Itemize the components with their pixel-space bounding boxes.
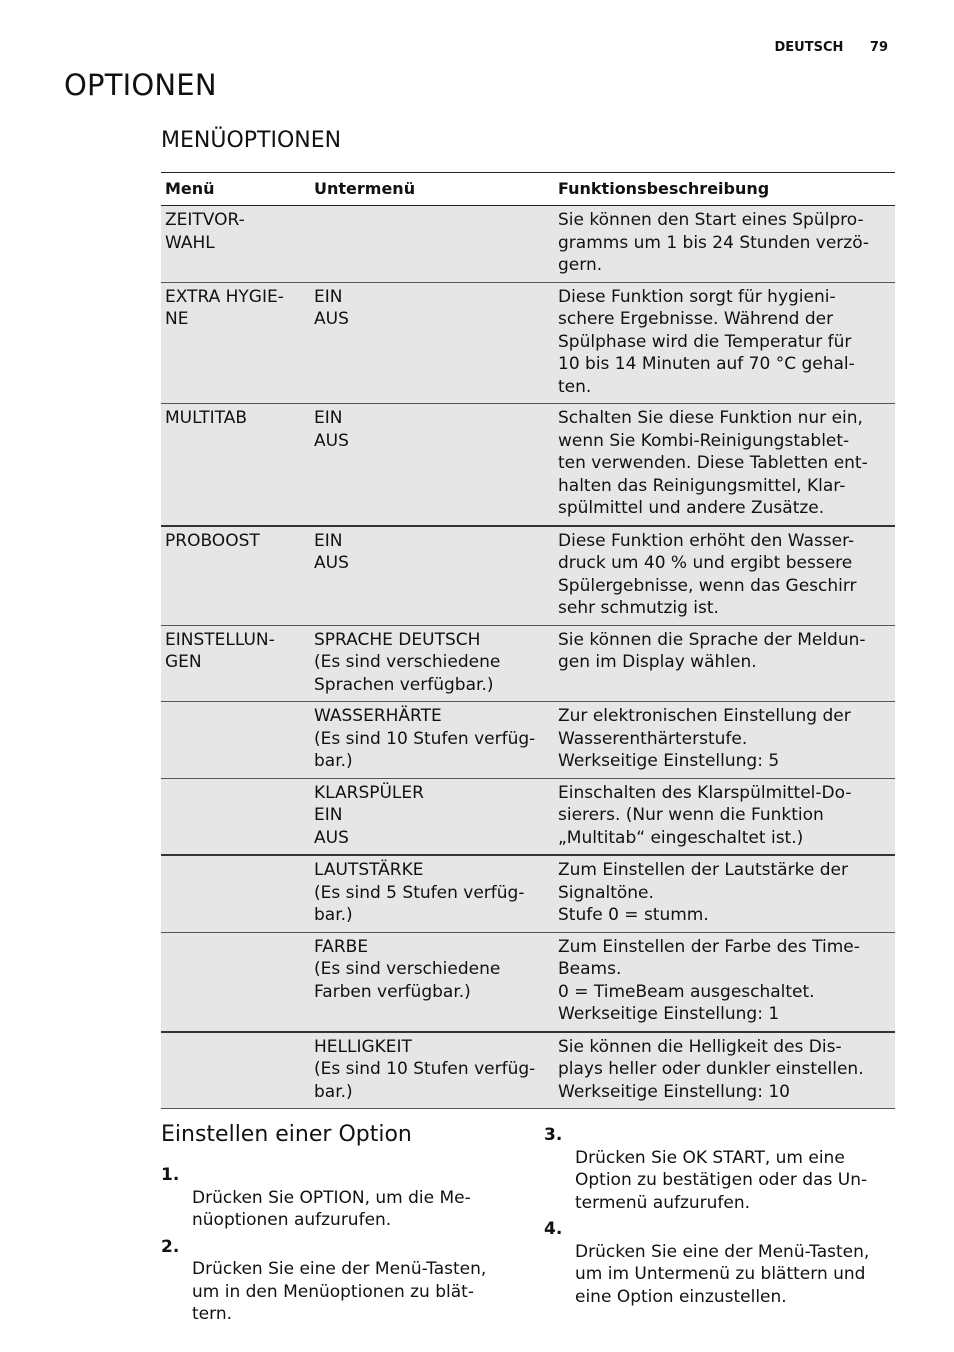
step-number: 4. [544, 1219, 563, 1239]
table-row [161, 625, 895, 702]
steps-list-right [544, 1124, 894, 1312]
steps-list-left [161, 1164, 521, 1330]
cell-description: Zum Einstellen der Lautstärke der Signaltöne. Stufe 0 = stumm. [554, 855, 895, 932]
list-item [544, 1124, 894, 1214]
subsection-title: Einstellen einer Option [161, 1122, 412, 1147]
cell-submenu: FARBE (Es sind verschiedene Farben verfügbar.) [310, 932, 554, 1032]
cell-submenu: LAUTSTÄRKE (Es sind 5 Stufen verfüg- bar.) [310, 855, 554, 932]
cell-description: Einschalten des Klarspülmittel-Do- sierers. (Nur wenn die Funktion „Multitab“ eingeschaltet ist.) [554, 778, 895, 855]
table-row [161, 932, 895, 1032]
column-header-submenu: Untermenü [310, 173, 554, 206]
page-number: 79 [869, 40, 888, 55]
cell-menu [161, 702, 310, 779]
cell-menu [161, 778, 310, 855]
cell-submenu: EIN AUS [310, 404, 554, 526]
cell-menu: PROBOOST [161, 526, 310, 626]
step-text: Drücken Sie eine der Menü-Tasten, um in den Menüoptionen zu blät- tern. [192, 1259, 487, 1324]
list-item [161, 1236, 521, 1326]
cell-description: Diese Funktion sorgt für hygieni- schere Ergebnisse. Während der Spülphase wird die Temperatur für 10 bis 14 Minuten auf 70 °C gehal- ten. [554, 282, 895, 404]
cell-submenu [310, 206, 554, 283]
step-text: Drücken Sie OK START, um eine Option zu bestätigen oder das Un- termenü aufzurufen. [575, 1147, 868, 1213]
table-row [161, 526, 895, 626]
table-row [161, 1032, 895, 1109]
cell-description: Diese Funktion erhöht den Wasser- druck um 40 % und ergibt bessere Spülergebnisse, wenn das Geschirr sehr schmutzig ist. [554, 526, 895, 626]
table-header-row [161, 173, 895, 206]
cell-submenu: EIN AUS [310, 282, 554, 404]
step-number: 2. [161, 1236, 180, 1257]
cell-submenu: WASSERHÄRTE (Es sind 10 Stufen verfüg- bar.) [310, 702, 554, 779]
step-text: Drücken Sie eine der Menü-Tasten, um im Untermenü zu blättern und eine Option einzustellen. [575, 1241, 870, 1307]
running-header [774, 40, 888, 55]
cell-menu [161, 932, 310, 1032]
cell-menu [161, 1032, 310, 1109]
cell-description: Sie können die Helligkeit des Dis- plays heller oder dunkler einstellen. Werkseitige Einstellung: 10 [554, 1032, 895, 1109]
column-header-description: Funktionsbeschreibung [554, 173, 895, 206]
cell-menu: EINSTELLUN- GEN [161, 625, 310, 702]
cell-menu: ZEITVOR- WAHL [161, 206, 310, 283]
cell-menu: EXTRA HYGIE- NE [161, 282, 310, 404]
header-language: DEUTSCH [774, 40, 844, 55]
column-header-menu: Menü [161, 173, 310, 206]
table-row [161, 855, 895, 932]
table-row [161, 702, 895, 779]
cell-submenu: EIN AUS [310, 526, 554, 626]
table-row [161, 404, 895, 526]
cell-menu [161, 855, 310, 932]
step-number: 1. [161, 1165, 180, 1185]
table-row [161, 778, 895, 855]
list-item [544, 1218, 894, 1308]
cell-description: Sie können die Sprache der Meldun- gen im Display wählen. [554, 625, 895, 702]
list-item [161, 1164, 521, 1232]
step-text: Drücken Sie OPTION, um die Me- nüoptionen aufzurufen. [192, 1187, 471, 1230]
cell-submenu: SPRACHE DEUTSCH (Es sind verschiedene Sprachen verfügbar.) [310, 625, 554, 702]
step-number: 3. [544, 1125, 563, 1145]
section-title: MENÜOPTIONEN [161, 128, 342, 153]
table-row [161, 282, 895, 404]
table-row [161, 206, 895, 283]
cell-description: Schalten Sie diese Funktion nur ein, wenn Sie Kombi-Reinigungstablet- ten verwenden. Diese Tabletten ent- halten das Reinigungsmittel, Klar- spülmittel und andere Zusätze. [554, 404, 895, 526]
cell-description: Sie können den Start eines Spülpro- gramms um 1 bis 24 Stunden verzö- gern. [554, 206, 895, 283]
cell-description: Zum Einstellen der Farbe des Time- Beams. 0 = TimeBeam ausgeschaltet. Werkseitige Einstellung: 1 [554, 932, 895, 1032]
cell-submenu: KLARSPÜLER EIN AUS [310, 778, 554, 855]
page-title: OPTIONEN [64, 68, 217, 102]
cell-menu: MULTITAB [161, 404, 310, 526]
cell-submenu: HELLIGKEIT (Es sind 10 Stufen verfüg- bar.) [310, 1032, 554, 1109]
menu-options-table [161, 172, 895, 1109]
cell-description: Zur elektronischen Einstellung der Wasserenthärterstufe. Werkseitige Einstellung: 5 [554, 702, 895, 779]
